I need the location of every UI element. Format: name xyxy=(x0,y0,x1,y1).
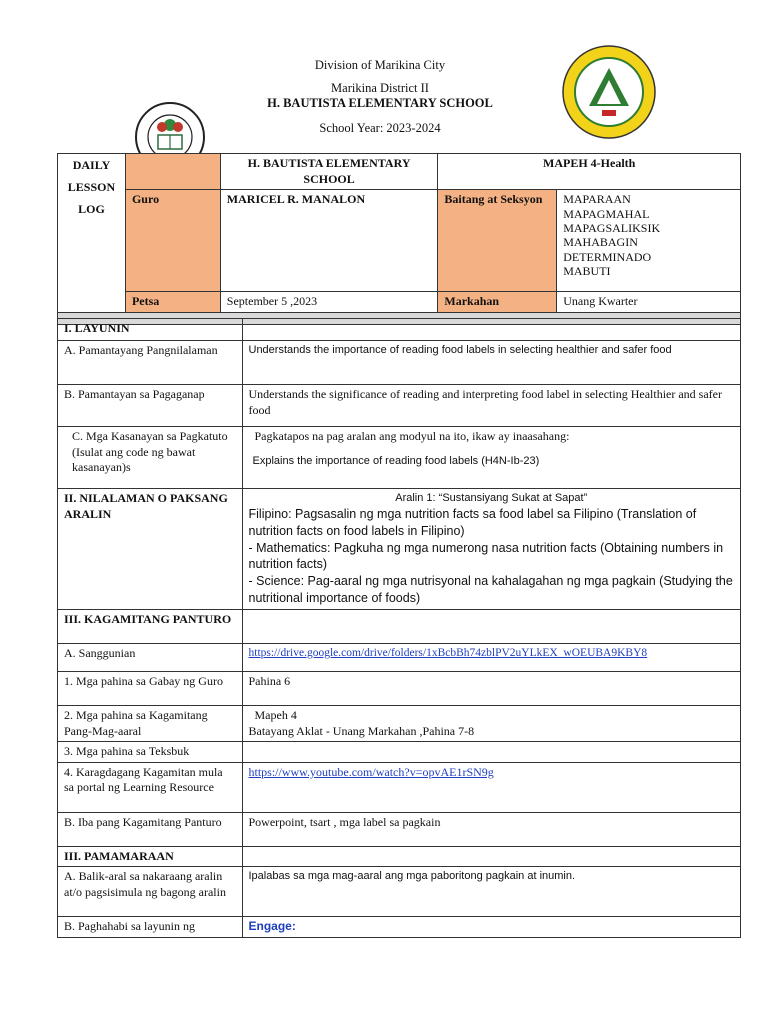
teksbuk-label: 3. Mga pahina sa Teksbuk xyxy=(58,742,243,763)
division-text: Division of Marikina City xyxy=(314,58,446,72)
nilalaman-cell xyxy=(242,489,741,610)
section-item: MAPAGMAHAL xyxy=(563,206,650,221)
section-item: MAHABAGIN xyxy=(563,235,638,250)
sections-cell xyxy=(557,190,741,292)
balik-value: Ipalabas sa mga mag-aaral ang mga paboritong pagkain at inumin. xyxy=(242,867,741,917)
kasanayan-label: C. Mga Kasanayan sa Pagkatuto (Isulat ang code ng bawat kasanayan)s xyxy=(58,427,243,489)
dll-line-1: DAILY xyxy=(72,158,111,172)
district-text: Marikina District II xyxy=(331,81,429,95)
paghahabi-value: Engage: xyxy=(242,917,741,938)
guro-label: Guro xyxy=(125,190,220,292)
nilalaman-math: - Mathematics: Pagkuha ng mga numerong nasa nutrition facts (Obtaining numbers in nutrition facts) xyxy=(248,540,724,572)
layunin-value xyxy=(242,319,741,341)
blank-cell xyxy=(125,154,220,190)
kagamitang-cell xyxy=(242,706,741,742)
iba-value: Powerpoint, tsart , mga label sa pagkain xyxy=(242,812,741,846)
kagamitang-label: 2. Mga pahina sa Kagamitang Pang-Mag-aaral xyxy=(58,706,243,742)
nilalaman-label: II. NILALAMAN O PAKSANG ARALIN xyxy=(58,489,243,610)
dll-line-3: LOG xyxy=(78,202,105,216)
section-item: MABUTI xyxy=(563,264,611,279)
pamantayang-label: A. Pamantayang Pangnilalaman xyxy=(58,341,243,385)
sanggunian-cell xyxy=(242,644,741,672)
section-item: MAPAGSALIKSIK xyxy=(563,220,661,235)
lesson-table xyxy=(57,318,741,938)
sanggunian-link[interactable]: https://drive.google.com/drive/folders/1xBcbBh74zblPV2uYLkEX_wOEUBA9KBY8 xyxy=(248,647,648,660)
gabay-label: 1. Mga pahina sa Gabay ng Guro xyxy=(58,672,243,706)
teksbuk-value xyxy=(242,742,741,763)
section-item: MAPARAAN xyxy=(563,192,631,207)
baitang-label: Baitang at Seksyon xyxy=(438,190,557,292)
kagamitan-value xyxy=(242,610,741,644)
pagaganap-value: Understands the significance of reading and interpreting food label in selecting Healthier and safer food xyxy=(242,385,741,427)
section-item: DETERMINADO xyxy=(563,249,652,264)
school-year: School Year: 2023-2024 xyxy=(319,121,441,135)
school-name: H. BAUTISTA ELEMENTARY SCHOOL xyxy=(267,96,493,110)
nilalaman-filipino: Filipino: Pagsasalin ng mga nutrition facts sa food label sa Filipino (Translation of nutrition facts on food labels in Filipino) xyxy=(248,506,697,538)
dll-cell xyxy=(58,154,126,313)
subject-cell: MAPEH 4-Health xyxy=(438,154,741,190)
karagdagan-label: 4. Karagdagang Kagamitan mula sa portal ng Learning Resource xyxy=(58,762,243,812)
pamamaraan-value xyxy=(242,846,741,867)
sanggunian-label: A. Sanggunian xyxy=(58,644,243,672)
paghahabi-label: B. Paghahabi sa layunin ng xyxy=(58,917,243,938)
kasanayan-code: Explains the importance of reading food labels (H4N-Ib-23) xyxy=(252,454,540,467)
gabay-value: Pahina 6 xyxy=(242,672,741,706)
nilalaman-science: - Science: Pag-aaral ng mga nutrisyonal na kahalagahan ng mga pagkain (Studying the nutritional importance of foods) xyxy=(248,574,733,606)
kasanayan-intro: Pagkatapos na pag aralan ang modyul na ito, ikaw ay inaasahang: xyxy=(254,429,570,443)
petsa-value: September 5 ,2023 xyxy=(220,292,438,313)
dll-line-2: LESSON xyxy=(67,180,116,194)
pamantayang-value: Understands the importance of reading food labels in selecting healthier and safer food xyxy=(242,341,741,385)
balik-label: A. Balik-aral sa nakaraang aralin at/o pagsisimula ng bagong aralin xyxy=(58,867,243,917)
school-cell: H. BAUTISTA ELEMENTARY SCHOOL xyxy=(220,154,438,190)
markahan-label: Markahan xyxy=(438,292,557,313)
petsa-label: Petsa xyxy=(125,292,220,313)
header-table xyxy=(57,153,741,325)
karagdagan-link[interactable]: https://www.youtube.com/watch?v=opvAE1rSN9g xyxy=(248,764,494,779)
karagdagan-cell xyxy=(242,762,741,812)
division-seal xyxy=(556,44,662,140)
kagamitan-heading: III. KAGAMITANG PANTURO xyxy=(58,610,243,644)
kagamitang-title: Mapeh 4 xyxy=(254,708,297,723)
pagaganap-label: B. Pamantayan sa Pagaganap xyxy=(58,385,243,427)
markahan-value: Unang Kwarter xyxy=(557,292,741,313)
iba-label: B. Iba pang Kagamitang Panturo xyxy=(58,812,243,846)
pamamaraan-heading: III. PAMAMARAAN xyxy=(58,846,243,867)
guro-value: MARICEL R. MANALON xyxy=(220,190,438,292)
kagamitang-detail: Batayang Aklat - Unang Markahan ,Pahina 7-8 xyxy=(248,723,475,738)
layunin-heading: I. LAYUNIN xyxy=(58,319,243,341)
aralin-title: Aralin 1: “Sustansiyang Sukat at Sapat” xyxy=(395,492,588,504)
kasanayan-cell xyxy=(242,427,741,489)
